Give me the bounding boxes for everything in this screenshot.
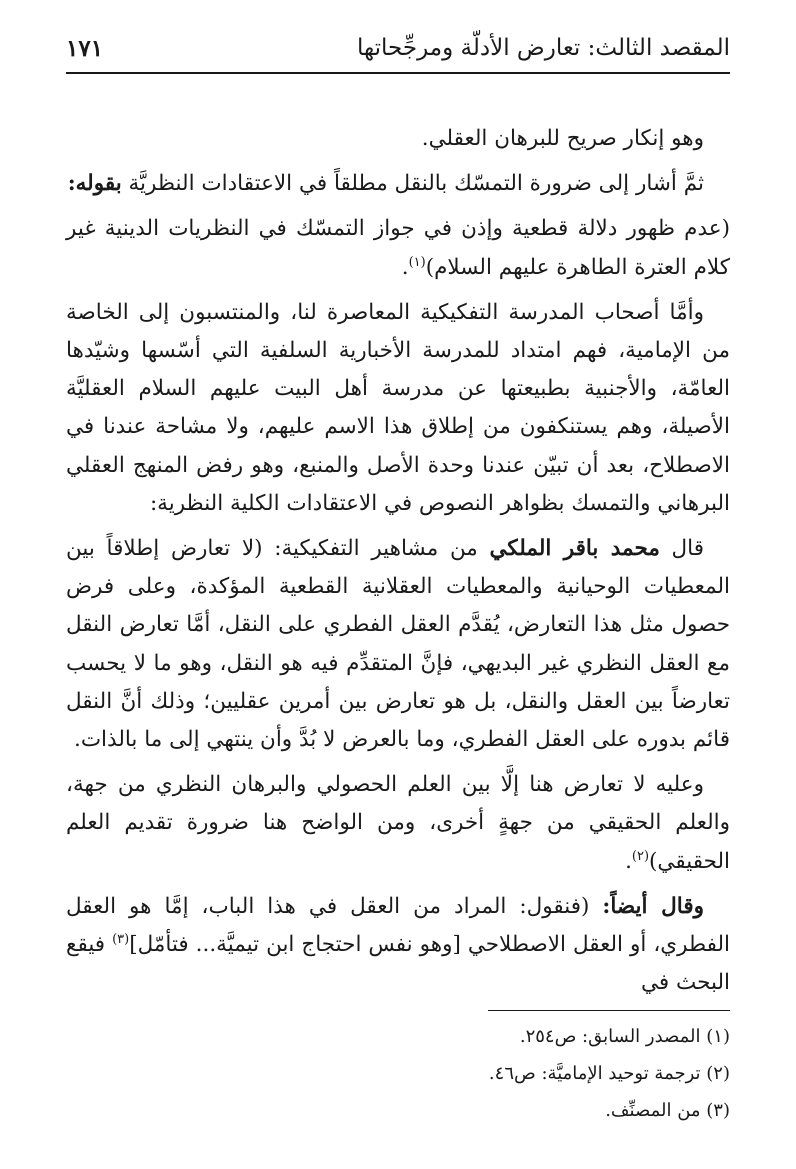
paragraph [66,530,730,759]
paragraph-text: ثمَّ أشار إلى ضرورة التمسّك بالنقل مطلقاً في الاعتقادات النظريَّة [121,171,704,197]
paragraph-text: وعليه لا تعارض هنا إلَّا بين العلم الحصولي والبرهان النظري من جهة، والعلم الحقيقي من جهةٍ أخرى، ومن الواضح هنا ضرورة تقديم العلم الحقيقي) [66,772,730,874]
paragraph-text: وهو إنكار صريح للبرهان العقلي. [421,126,704,151]
punctuation: . [401,254,409,280]
book-page [66,28,730,1148]
footnote: (٢) ترجمة توحيد الإماميَّة: ص٤٦. [488,1063,730,1084]
paragraph-text: فيقع البحث في [66,932,730,996]
paragraph-text: وأمَّا أصحاب المدرسة التفكيكية المعاصرة لنا، والمنتسبون إلى الخاصة من الإمامية، فهم امتداد للمدرسة الأخبارية السلفية التي أسّسها وشيّدها العامّة، والأجنبية بطبيعتها عن مدرسة أهل البيت عليهم السلام العقليَّة الأصيلة، وهم يستنكفون من إطلاق هذا الاسم عليهم، ولا مشاحة عندنا في الاصطلاح، بعد أن تبيّن عندنا وحدة الأصل والمنبع، وهو رفض المنهج العقلي البرهاني والتمسك بظواهر النصوص في الاعتقادات الكلية النظرية: [66,299,731,516]
paragraph-text: (فنقول: المراد من العقل في هذا الباب، إمَّا هو العقل الفطري، أو العقل الاصطلاحي [وهو نفس احتجاج ابن تيميَّة... فتأمّل] [66,893,730,958]
footnote-ref: (٣) [112,931,130,947]
bold-text: بقوله: [67,171,122,197]
paragraph-text: من مشاهير التفكيكية: (لا تعارض إطلاقاً بين المعطيات الوحيانية والمعطيات العقلانية القطعية المؤكدة، وعلى فرض حصول مثل هذا التعارض، يُقدَّم العقل الفطري على النقل، أمَّا تعارض النقل مع العقل النظري غير البديهي، فإنَّ المتقدِّم فيه هو النقل، وهو ما لا يحسب تعارضاً بين العقل والنقل، بل هو تعارض بين أمرين عقليين؛ وذلك أنَّ النقل قائم بدوره على العقل الفطري، وما بالعرض لا بُدَّ وأن ينتهي إلى ما بالذات. [66,536,730,753]
footnote-rule [488,1010,730,1011]
footnote-ref: (٢) [631,848,650,864]
footnote: (٣) من المصنِّف. [605,1100,730,1121]
bold-text: وقال أيضاً: [602,893,704,919]
paragraph [66,888,730,1003]
page-header [66,28,730,68]
footnotes [66,1018,730,1129]
punctuation: . [625,848,632,874]
author-name: محمد باقر الملكي [489,536,660,562]
page-number: ١٧١ [66,34,104,62]
quote-paragraph [66,210,730,286]
paragraph-text: (عدم ظهور دلالة قطعية وإذن في جواز التمسّك في النظريات الدينية غير كلام العترة الطاهرة عليهم السلام) [66,216,730,280]
body-text [66,120,730,1009]
footnote: (١) المصدر السابق: ص٢٥٤. [519,1026,730,1047]
footnote-ref: (١) [408,254,426,270]
paragraph [66,120,730,158]
header-rule [66,72,730,74]
paragraph [66,766,730,881]
running-title: المقصد الثالث: تعارض الأدلّة ومرجِّحاتها [357,35,730,61]
paragraph-text: قال [659,536,704,562]
paragraph [66,294,730,523]
paragraph [66,165,730,203]
